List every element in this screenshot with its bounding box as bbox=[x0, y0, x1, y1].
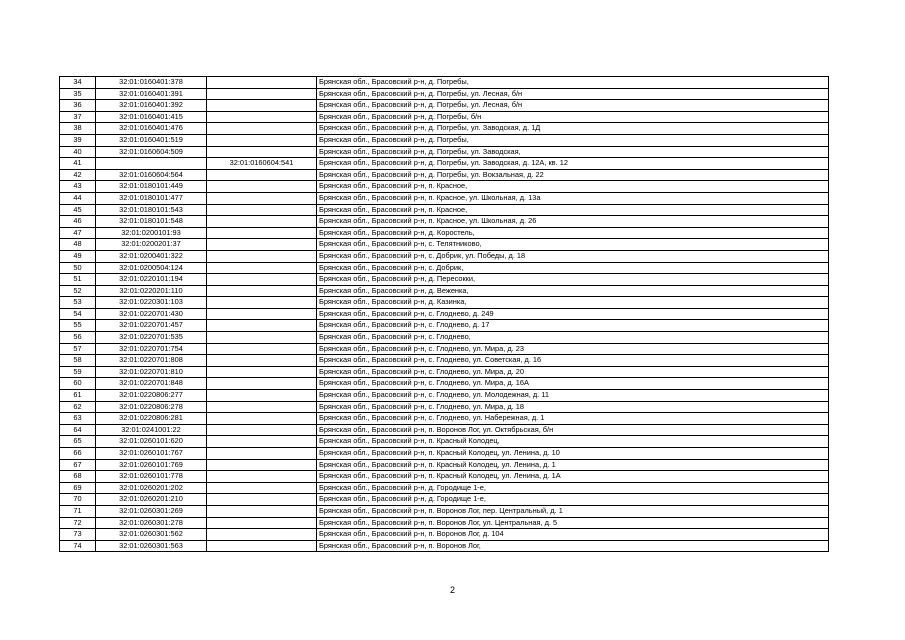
address-cell: Брянская обл., Брасовский р-н, д. Веженка, bbox=[317, 285, 829, 297]
sub-cadastral-number-cell bbox=[207, 343, 317, 355]
row-number-cell: 61 bbox=[60, 390, 96, 402]
sub-cadastral-number-cell bbox=[207, 146, 317, 158]
cadastral-number-cell: 32:01:0220701:535 bbox=[96, 332, 207, 344]
table-row bbox=[60, 390, 829, 402]
cadastral-table bbox=[59, 76, 829, 552]
row-number-cell: 37 bbox=[60, 111, 96, 123]
table-row bbox=[60, 448, 829, 460]
sub-cadastral-number-cell bbox=[207, 505, 317, 517]
sub-cadastral-number-cell bbox=[207, 459, 317, 471]
sub-cadastral-number-cell bbox=[207, 169, 317, 181]
cadastral-number-cell: 32:01:0180101:543 bbox=[96, 204, 207, 216]
cadastral-number-cell: 32:01:0260301:563 bbox=[96, 540, 207, 552]
cadastral-number-cell: 32:01:0160401:391 bbox=[96, 88, 207, 100]
table-row bbox=[60, 274, 829, 286]
table-row bbox=[60, 169, 829, 181]
address-cell: Брянская обл., Брасовский р-н, с. Глоднево, д. 17 bbox=[317, 320, 829, 332]
table-row bbox=[60, 355, 829, 367]
cadastral-number-cell: 32:01:0220701:457 bbox=[96, 320, 207, 332]
sub-cadastral-number-cell bbox=[207, 216, 317, 228]
sub-cadastral-number-cell bbox=[207, 227, 317, 239]
row-number-cell: 48 bbox=[60, 239, 96, 251]
address-cell: Брянская обл., Брасовский р-н, п. Воронов Лог, пер. Центральный, д. 1 bbox=[317, 505, 829, 517]
cadastral-number-cell: 32:01:0160401:519 bbox=[96, 134, 207, 146]
address-cell: Брянская обл., Брасовский р-н, п. Красный Колодец, bbox=[317, 436, 829, 448]
cadastral-number-cell: 32:01:0220101:194 bbox=[96, 274, 207, 286]
address-cell: Брянская обл., Брасовский р-н, с. Добрик, ул. Победы, д. 18 bbox=[317, 250, 829, 262]
address-cell: Брянская обл., Брасовский р-н, с. Глоднево, ул. Мира, д. 23 bbox=[317, 343, 829, 355]
table-row bbox=[60, 424, 829, 436]
sub-cadastral-number-cell bbox=[207, 332, 317, 344]
table-row bbox=[60, 100, 829, 112]
cadastral-number-cell: 32:01:0160604:564 bbox=[96, 169, 207, 181]
page-number: 2 bbox=[449, 585, 455, 595]
sub-cadastral-number-cell bbox=[207, 413, 317, 425]
sub-cadastral-number-cell bbox=[207, 204, 317, 216]
address-cell: Брянская обл., Брасовский р-н, с. Телятниково, bbox=[317, 239, 829, 251]
row-number-cell: 44 bbox=[60, 192, 96, 204]
cadastral-number-cell: 32:01:0260301:278 bbox=[96, 517, 207, 529]
cadastral-number-cell: 32:01:0160401:392 bbox=[96, 100, 207, 112]
address-cell: Брянская обл., Брасовский р-н, д. Погребы, ул. Вокзальная, д. 22 bbox=[317, 169, 829, 181]
sub-cadastral-number-cell bbox=[207, 424, 317, 436]
row-number-cell: 40 bbox=[60, 146, 96, 158]
row-number-cell: 71 bbox=[60, 505, 96, 517]
sub-cadastral-number-cell bbox=[207, 111, 317, 123]
cadastral-number-cell: 32:01:0260301:562 bbox=[96, 529, 207, 541]
cadastral-number-cell: 32:01:0220806:277 bbox=[96, 390, 207, 402]
sub-cadastral-number-cell bbox=[207, 471, 317, 483]
row-number-cell: 56 bbox=[60, 332, 96, 344]
address-cell: Брянская обл., Брасовский р-н, с. Глоднево, ул. Набережная, д. 1 bbox=[317, 413, 829, 425]
address-cell: Брянская обл., Брасовский р-н, п. Красный Колодец, ул. Ленина, д. 10 bbox=[317, 448, 829, 460]
address-cell: Брянская обл., Брасовский р-н, п. Воронов Лог, ул. Центральная, д. 5 bbox=[317, 517, 829, 529]
table-row bbox=[60, 482, 829, 494]
cadastral-number-cell: 32:01:0220701:808 bbox=[96, 355, 207, 367]
table-row bbox=[60, 262, 829, 274]
row-number-cell: 52 bbox=[60, 285, 96, 297]
address-cell: Брянская обл., Брасовский р-н, с. Глоднево, ул. Молодежная, д. 11 bbox=[317, 390, 829, 402]
row-number-cell: 65 bbox=[60, 436, 96, 448]
cadastral-number-cell bbox=[96, 158, 207, 170]
row-number-cell: 59 bbox=[60, 366, 96, 378]
sub-cadastral-number-cell bbox=[207, 274, 317, 286]
row-number-cell: 38 bbox=[60, 123, 96, 135]
row-number-cell: 63 bbox=[60, 413, 96, 425]
table-row bbox=[60, 158, 829, 170]
cadastral-table-body bbox=[60, 77, 829, 552]
sub-cadastral-number-cell bbox=[207, 88, 317, 100]
table-row bbox=[60, 505, 829, 517]
row-number-cell: 53 bbox=[60, 297, 96, 309]
table-row bbox=[60, 366, 829, 378]
address-cell: Брянская обл., Брасовский р-н, с. Глоднево, ул. Мира, д. 20 bbox=[317, 366, 829, 378]
cadastral-number-cell: 32:01:0160401:476 bbox=[96, 123, 207, 135]
address-cell: Брянская обл., Брасовский р-н, д. Погребы, б/н bbox=[317, 111, 829, 123]
table-row bbox=[60, 320, 829, 332]
row-number-cell: 72 bbox=[60, 517, 96, 529]
row-number-cell: 74 bbox=[60, 540, 96, 552]
cadastral-number-cell: 32:01:0260101:778 bbox=[96, 471, 207, 483]
cadastral-number-cell: 32:01:0220806:278 bbox=[96, 401, 207, 413]
address-cell: Брянская обл., Брасовский р-н, д. Казинка, bbox=[317, 297, 829, 309]
address-cell: Брянская обл., Брасовский р-н, д. Погребы, bbox=[317, 134, 829, 146]
row-number-cell: 73 bbox=[60, 529, 96, 541]
row-number-cell: 67 bbox=[60, 459, 96, 471]
table-row bbox=[60, 297, 829, 309]
cadastral-number-cell: 32:01:0200504:124 bbox=[96, 262, 207, 274]
table-row bbox=[60, 459, 829, 471]
row-number-cell: 43 bbox=[60, 181, 96, 193]
row-number-cell: 55 bbox=[60, 320, 96, 332]
cadastral-number-cell: 32:01:0160401:378 bbox=[96, 77, 207, 89]
cadastral-number-cell: 32:01:0200401:322 bbox=[96, 250, 207, 262]
table-row bbox=[60, 146, 829, 158]
row-number-cell: 62 bbox=[60, 401, 96, 413]
table-row bbox=[60, 239, 829, 251]
row-number-cell: 69 bbox=[60, 482, 96, 494]
table-row bbox=[60, 134, 829, 146]
address-cell: Брянская обл., Брасовский р-н, с. Глоднево, bbox=[317, 332, 829, 344]
address-cell: Брянская обл., Брасовский р-н, п. Красное, bbox=[317, 181, 829, 193]
table-row bbox=[60, 494, 829, 506]
row-number-cell: 49 bbox=[60, 250, 96, 262]
row-number-cell: 51 bbox=[60, 274, 96, 286]
row-number-cell: 35 bbox=[60, 88, 96, 100]
sub-cadastral-number-cell bbox=[207, 123, 317, 135]
sub-cadastral-number-cell bbox=[207, 262, 317, 274]
address-cell: Брянская обл., Брасовский р-н, д. Погребы, ул. Лесная, б/н bbox=[317, 100, 829, 112]
address-cell: Брянская обл., Брасовский р-н, с. Глоднево, ул. Советская, д. 16 bbox=[317, 355, 829, 367]
cadastral-number-cell: 32:01:0200101:93 bbox=[96, 227, 207, 239]
address-cell: Брянская обл., Брасовский р-н, п. Красное, ул. Школьная, д. 26 bbox=[317, 216, 829, 228]
address-cell: Брянская обл., Брасовский р-н, д. Пересокки, bbox=[317, 274, 829, 286]
table-row bbox=[60, 181, 829, 193]
cadastral-number-cell: 32:01:0260101:769 bbox=[96, 459, 207, 471]
sub-cadastral-number-cell bbox=[207, 100, 317, 112]
cadastral-number-cell: 32:01:0160604:509 bbox=[96, 146, 207, 158]
cadastral-number-cell: 32:01:0260201:202 bbox=[96, 482, 207, 494]
address-cell: Брянская обл., Брасовский р-н, с. Глоднево, ул. Мира, д. 16А bbox=[317, 378, 829, 390]
row-number-cell: 70 bbox=[60, 494, 96, 506]
address-cell: Брянская обл., Брасовский р-н, д. Городище 1-е, bbox=[317, 494, 829, 506]
cadastral-number-cell: 32:01:0220701:810 bbox=[96, 366, 207, 378]
sub-cadastral-number-cell bbox=[207, 436, 317, 448]
sub-cadastral-number-cell bbox=[207, 378, 317, 390]
sub-cadastral-number-cell bbox=[207, 529, 317, 541]
table-row bbox=[60, 123, 829, 135]
row-number-cell: 36 bbox=[60, 100, 96, 112]
sub-cadastral-number-cell bbox=[207, 366, 317, 378]
cadastral-number-cell: 32:01:0200201:37 bbox=[96, 239, 207, 251]
row-number-cell: 41 bbox=[60, 158, 96, 170]
table-row bbox=[60, 401, 829, 413]
table-row bbox=[60, 216, 829, 228]
address-cell: Брянская обл., Брасовский р-н, п. Красное, bbox=[317, 204, 829, 216]
table-row bbox=[60, 332, 829, 344]
address-cell: Брянская обл., Брасовский р-н, п. Красное, ул. Школьная, д. 13а bbox=[317, 192, 829, 204]
row-number-cell: 50 bbox=[60, 262, 96, 274]
sub-cadastral-number-cell bbox=[207, 297, 317, 309]
table-row bbox=[60, 343, 829, 355]
table-row bbox=[60, 378, 829, 390]
row-number-cell: 68 bbox=[60, 471, 96, 483]
sub-cadastral-number-cell bbox=[207, 482, 317, 494]
table-row bbox=[60, 529, 829, 541]
address-cell: Брянская обл., Брасовский р-н, п. Красный Колодец, ул. Ленина, д. 1А bbox=[317, 471, 829, 483]
address-cell: Брянская обл., Брасовский р-н, д. Погребы, ул. Лесная, б/н bbox=[317, 88, 829, 100]
table-row bbox=[60, 77, 829, 89]
sub-cadastral-number-cell bbox=[207, 355, 317, 367]
cadastral-number-cell: 32:01:0260101:620 bbox=[96, 436, 207, 448]
sub-cadastral-number-cell: 32:01:0160604:541 bbox=[207, 158, 317, 170]
cadastral-number-cell: 32:01:0220301:103 bbox=[96, 297, 207, 309]
table-row bbox=[60, 540, 829, 552]
address-cell: Брянская обл., Брасовский р-н, д. Городище 1-е, bbox=[317, 482, 829, 494]
table-row bbox=[60, 227, 829, 239]
table-row bbox=[60, 436, 829, 448]
sub-cadastral-number-cell bbox=[207, 239, 317, 251]
address-cell: Брянская обл., Брасовский р-н, д. Погребы, ул. Заводская, д. 12А, кв. 12 bbox=[317, 158, 829, 170]
row-number-cell: 39 bbox=[60, 134, 96, 146]
address-cell: Брянская обл., Брасовский р-н, д. Погребы, ул. Заводская, bbox=[317, 146, 829, 158]
row-number-cell: 66 bbox=[60, 448, 96, 460]
cadastral-number-cell: 32:01:0180101:449 bbox=[96, 181, 207, 193]
row-number-cell: 42 bbox=[60, 169, 96, 181]
cadastral-number-cell: 32:01:0220701:754 bbox=[96, 343, 207, 355]
cadastral-number-cell: 32:01:0220701:430 bbox=[96, 308, 207, 320]
row-number-cell: 34 bbox=[60, 77, 96, 89]
cadastral-number-cell: 32:01:0260101:767 bbox=[96, 448, 207, 460]
table-row bbox=[60, 88, 829, 100]
cadastral-number-cell: 32:01:0180101:477 bbox=[96, 192, 207, 204]
table-row bbox=[60, 471, 829, 483]
sub-cadastral-number-cell bbox=[207, 77, 317, 89]
row-number-cell: 58 bbox=[60, 355, 96, 367]
sub-cadastral-number-cell bbox=[207, 285, 317, 297]
row-number-cell: 57 bbox=[60, 343, 96, 355]
row-number-cell: 45 bbox=[60, 204, 96, 216]
table-row bbox=[60, 204, 829, 216]
table-row bbox=[60, 111, 829, 123]
sub-cadastral-number-cell bbox=[207, 250, 317, 262]
sub-cadastral-number-cell bbox=[207, 320, 317, 332]
sub-cadastral-number-cell bbox=[207, 134, 317, 146]
table-row bbox=[60, 285, 829, 297]
address-cell: Брянская обл., Брасовский р-н, п. Красный Колодец, ул. Ленина, д. 1 bbox=[317, 459, 829, 471]
address-cell: Брянская обл., Брасовский р-н, п. Воронов Лог, ул. Октябрьская, б/н bbox=[317, 424, 829, 436]
sub-cadastral-number-cell bbox=[207, 181, 317, 193]
table-row bbox=[60, 517, 829, 529]
cadastral-number-cell: 32:01:0160401:415 bbox=[96, 111, 207, 123]
address-cell: Брянская обл., Брасовский р-н, п. Воронов Лог, bbox=[317, 540, 829, 552]
table-row bbox=[60, 308, 829, 320]
cadastral-number-cell: 32:01:0180101:548 bbox=[96, 216, 207, 228]
sub-cadastral-number-cell bbox=[207, 192, 317, 204]
address-cell: Брянская обл., Брасовский р-н, д. Коростель, bbox=[317, 227, 829, 239]
row-number-cell: 60 bbox=[60, 378, 96, 390]
row-number-cell: 46 bbox=[60, 216, 96, 228]
row-number-cell: 64 bbox=[60, 424, 96, 436]
sub-cadastral-number-cell bbox=[207, 401, 317, 413]
sub-cadastral-number-cell bbox=[207, 308, 317, 320]
address-cell: Брянская обл., Брасовский р-н, д. Погребы, ул. Заводская, д. 1Д bbox=[317, 123, 829, 135]
address-cell: Брянская обл., Брасовский р-н, д. Погребы, bbox=[317, 77, 829, 89]
address-cell: Брянская обл., Брасовский р-н, с. Глоднево, д. 249 bbox=[317, 308, 829, 320]
sub-cadastral-number-cell bbox=[207, 390, 317, 402]
cadastral-number-cell: 32:01:0260201:210 bbox=[96, 494, 207, 506]
row-number-cell: 47 bbox=[60, 227, 96, 239]
cadastral-number-cell: 32:01:0220201:110 bbox=[96, 285, 207, 297]
cadastral-number-cell: 32:01:0220701:848 bbox=[96, 378, 207, 390]
sub-cadastral-number-cell bbox=[207, 448, 317, 460]
address-cell: Брянская обл., Брасовский р-н, п. Воронов Лог, д. 104 bbox=[317, 529, 829, 541]
address-cell: Брянская обл., Брасовский р-н, с. Глоднево, ул. Мира, д. 18 bbox=[317, 401, 829, 413]
table-row bbox=[60, 192, 829, 204]
cadastral-number-cell: 32:01:0241001:22 bbox=[96, 424, 207, 436]
sub-cadastral-number-cell bbox=[207, 494, 317, 506]
table-row bbox=[60, 413, 829, 425]
sub-cadastral-number-cell bbox=[207, 517, 317, 529]
address-cell: Брянская обл., Брасовский р-н, с. Добрик, bbox=[317, 262, 829, 274]
cadastral-number-cell: 32:01:0220806:281 bbox=[96, 413, 207, 425]
sub-cadastral-number-cell bbox=[207, 540, 317, 552]
table-row bbox=[60, 250, 829, 262]
cadastral-number-cell: 32:01:0260301:269 bbox=[96, 505, 207, 517]
row-number-cell: 54 bbox=[60, 308, 96, 320]
